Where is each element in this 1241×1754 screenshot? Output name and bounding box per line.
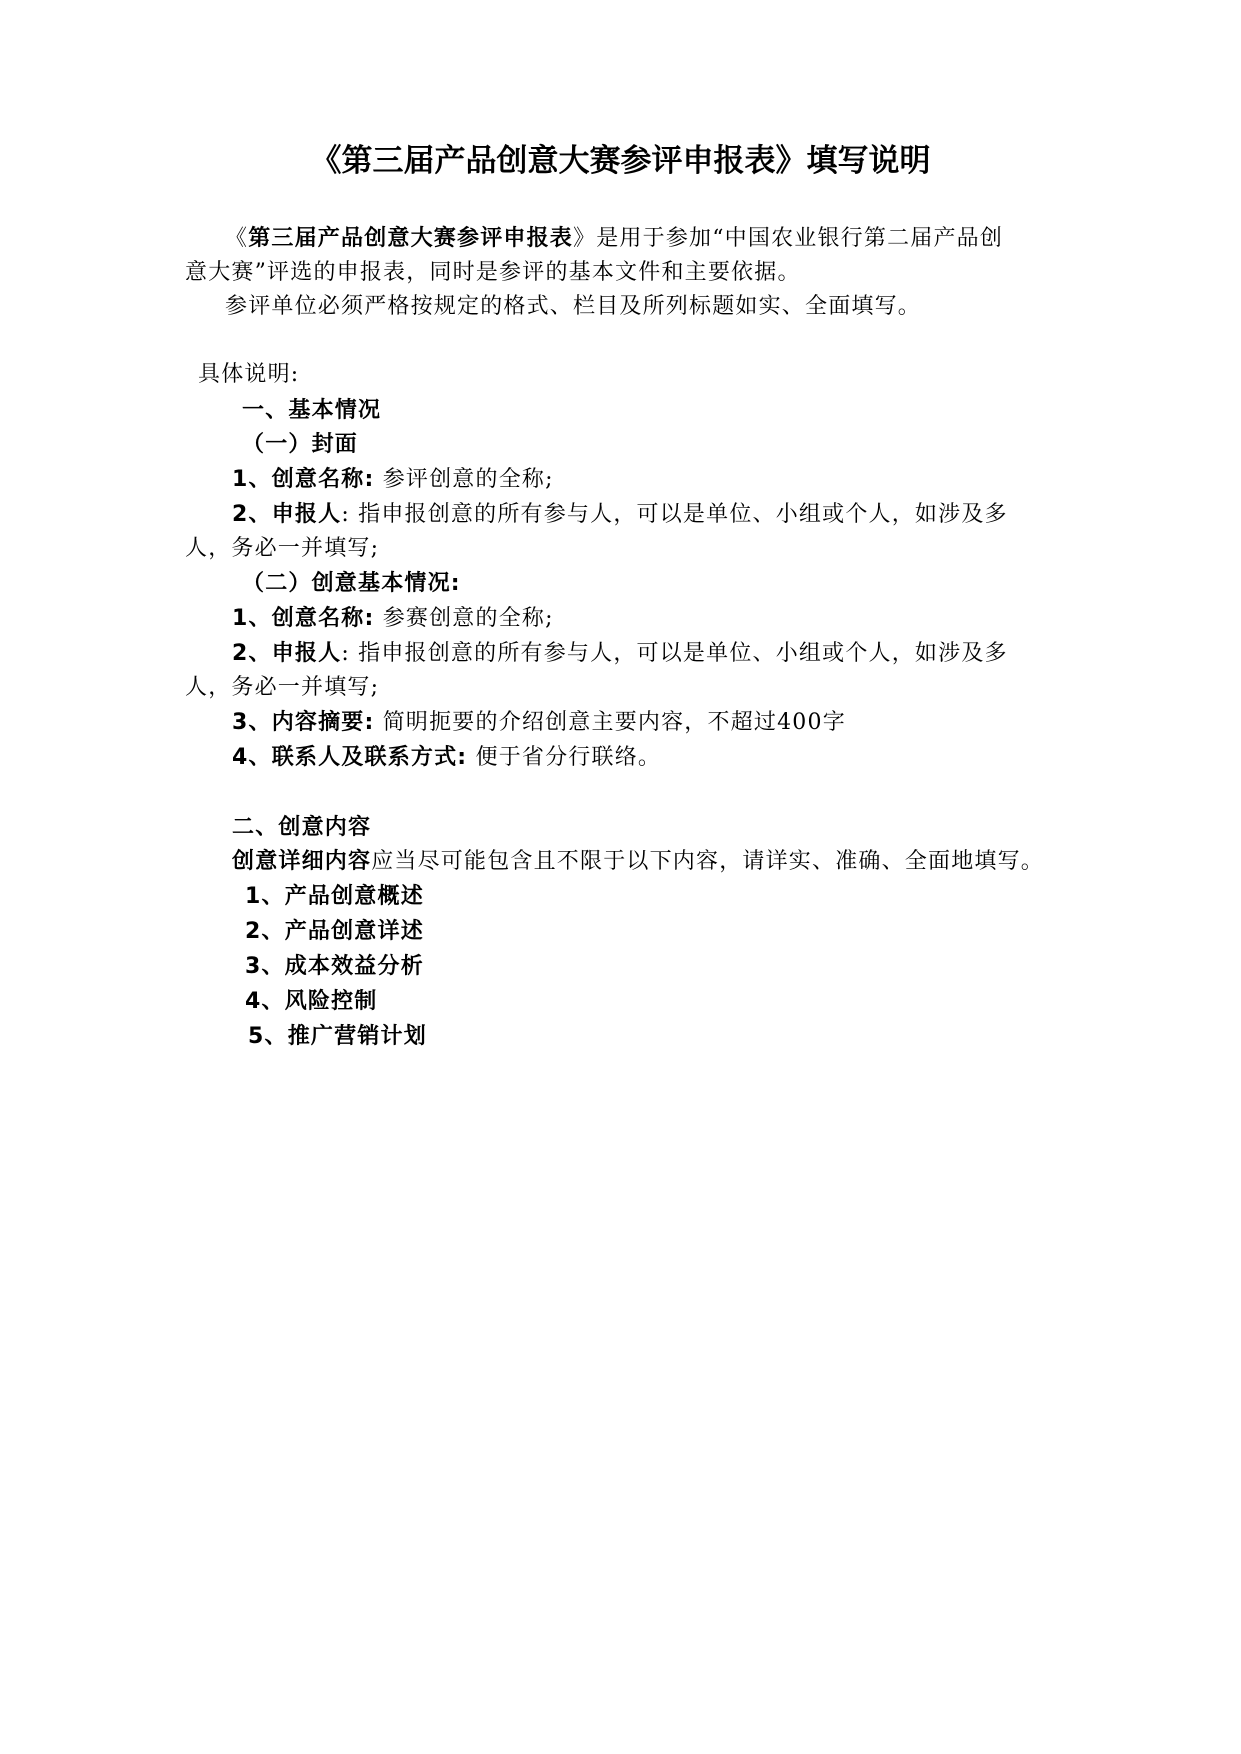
content-item-3: 3、成本效益分析 bbox=[245, 954, 424, 979]
basic-item-3-label: 3、内容摘要: bbox=[232, 710, 375, 735]
basic-item-3 bbox=[232, 706, 846, 740]
cover-item-1 bbox=[232, 463, 554, 497]
content-item-4: 4、风险控制 bbox=[245, 989, 378, 1014]
document-title: 《第三届产品创意大赛参评申报表》填写说明 bbox=[310, 143, 931, 179]
basic-item-2-label: 2、申报人 bbox=[232, 641, 342, 666]
intro-open-bracket: 《 bbox=[225, 226, 249, 251]
cover-item-2 bbox=[232, 498, 1008, 532]
basic-item-2-continuation: 人，务必一并填写; bbox=[185, 675, 380, 700]
basic-item-2-text: : 指申报创意的所有参与人，可以是单位、小组或个人，如涉及多 bbox=[341, 641, 1008, 666]
details-label: 具体说明: bbox=[198, 362, 300, 387]
content-item-1: 1、产品创意概述 bbox=[245, 884, 424, 909]
intro-text: 》是用于参加“中国农业银行第二届产品创 bbox=[573, 226, 1004, 251]
intro-paragraph-line-1 bbox=[225, 222, 1003, 256]
basic-item-4 bbox=[232, 741, 661, 775]
cover-item-1-label: 1、创意名称: bbox=[232, 467, 375, 492]
intro-paragraph-line-2: 意大赛”评选的申报表，同时是参评的基本文件和主要依据。 bbox=[185, 260, 801, 285]
basic-item-3-text: 简明扼要的介绍创意主要内容，不超过400字 bbox=[374, 710, 846, 735]
cover-item-2-label: 2、申报人 bbox=[232, 502, 342, 527]
basic-item-4-text: 便于省分行联络。 bbox=[467, 745, 662, 770]
section-2-lead bbox=[232, 845, 1044, 879]
basic-item-1-label: 1、创意名称: bbox=[232, 606, 375, 631]
section-1-heading: 一、基本情况 bbox=[242, 398, 382, 423]
section-2-heading: 二、创意内容 bbox=[232, 815, 372, 840]
cover-item-2-continuation: 人，务必一并填写; bbox=[185, 536, 380, 561]
basic-item-1-text: 参赛创意的全称; bbox=[374, 606, 554, 631]
content-item-5: 5、推广营销计划 bbox=[248, 1024, 427, 1049]
basic-item-2 bbox=[232, 637, 1008, 671]
section-2-lead-bold: 创意详细内容 bbox=[232, 849, 372, 874]
basic-item-4-label: 4、联系人及联系方式: bbox=[232, 745, 468, 770]
subsection-1-heading: （一）封面 bbox=[242, 432, 359, 457]
content-item-2: 2、产品创意详述 bbox=[245, 919, 424, 944]
intro-form-name: 第三届产品创意大赛参评申报表 bbox=[248, 226, 574, 251]
intro-paragraph-2: 参评单位必须严格按规定的格式、栏目及所列标题如实、全面填写。 bbox=[225, 294, 922, 319]
cover-item-2-text: : 指申报创意的所有参与人，可以是单位、小组或个人，如涉及多 bbox=[341, 502, 1008, 527]
cover-item-1-text: 参评创意的全称; bbox=[374, 467, 554, 492]
section-2-lead-text: 应当尽可能包含且不限于以下内容，请详实、准确、全面地填写。 bbox=[371, 849, 1045, 874]
subsection-2-heading: （二）创意基本情况: bbox=[242, 571, 461, 596]
basic-item-1 bbox=[232, 602, 554, 636]
